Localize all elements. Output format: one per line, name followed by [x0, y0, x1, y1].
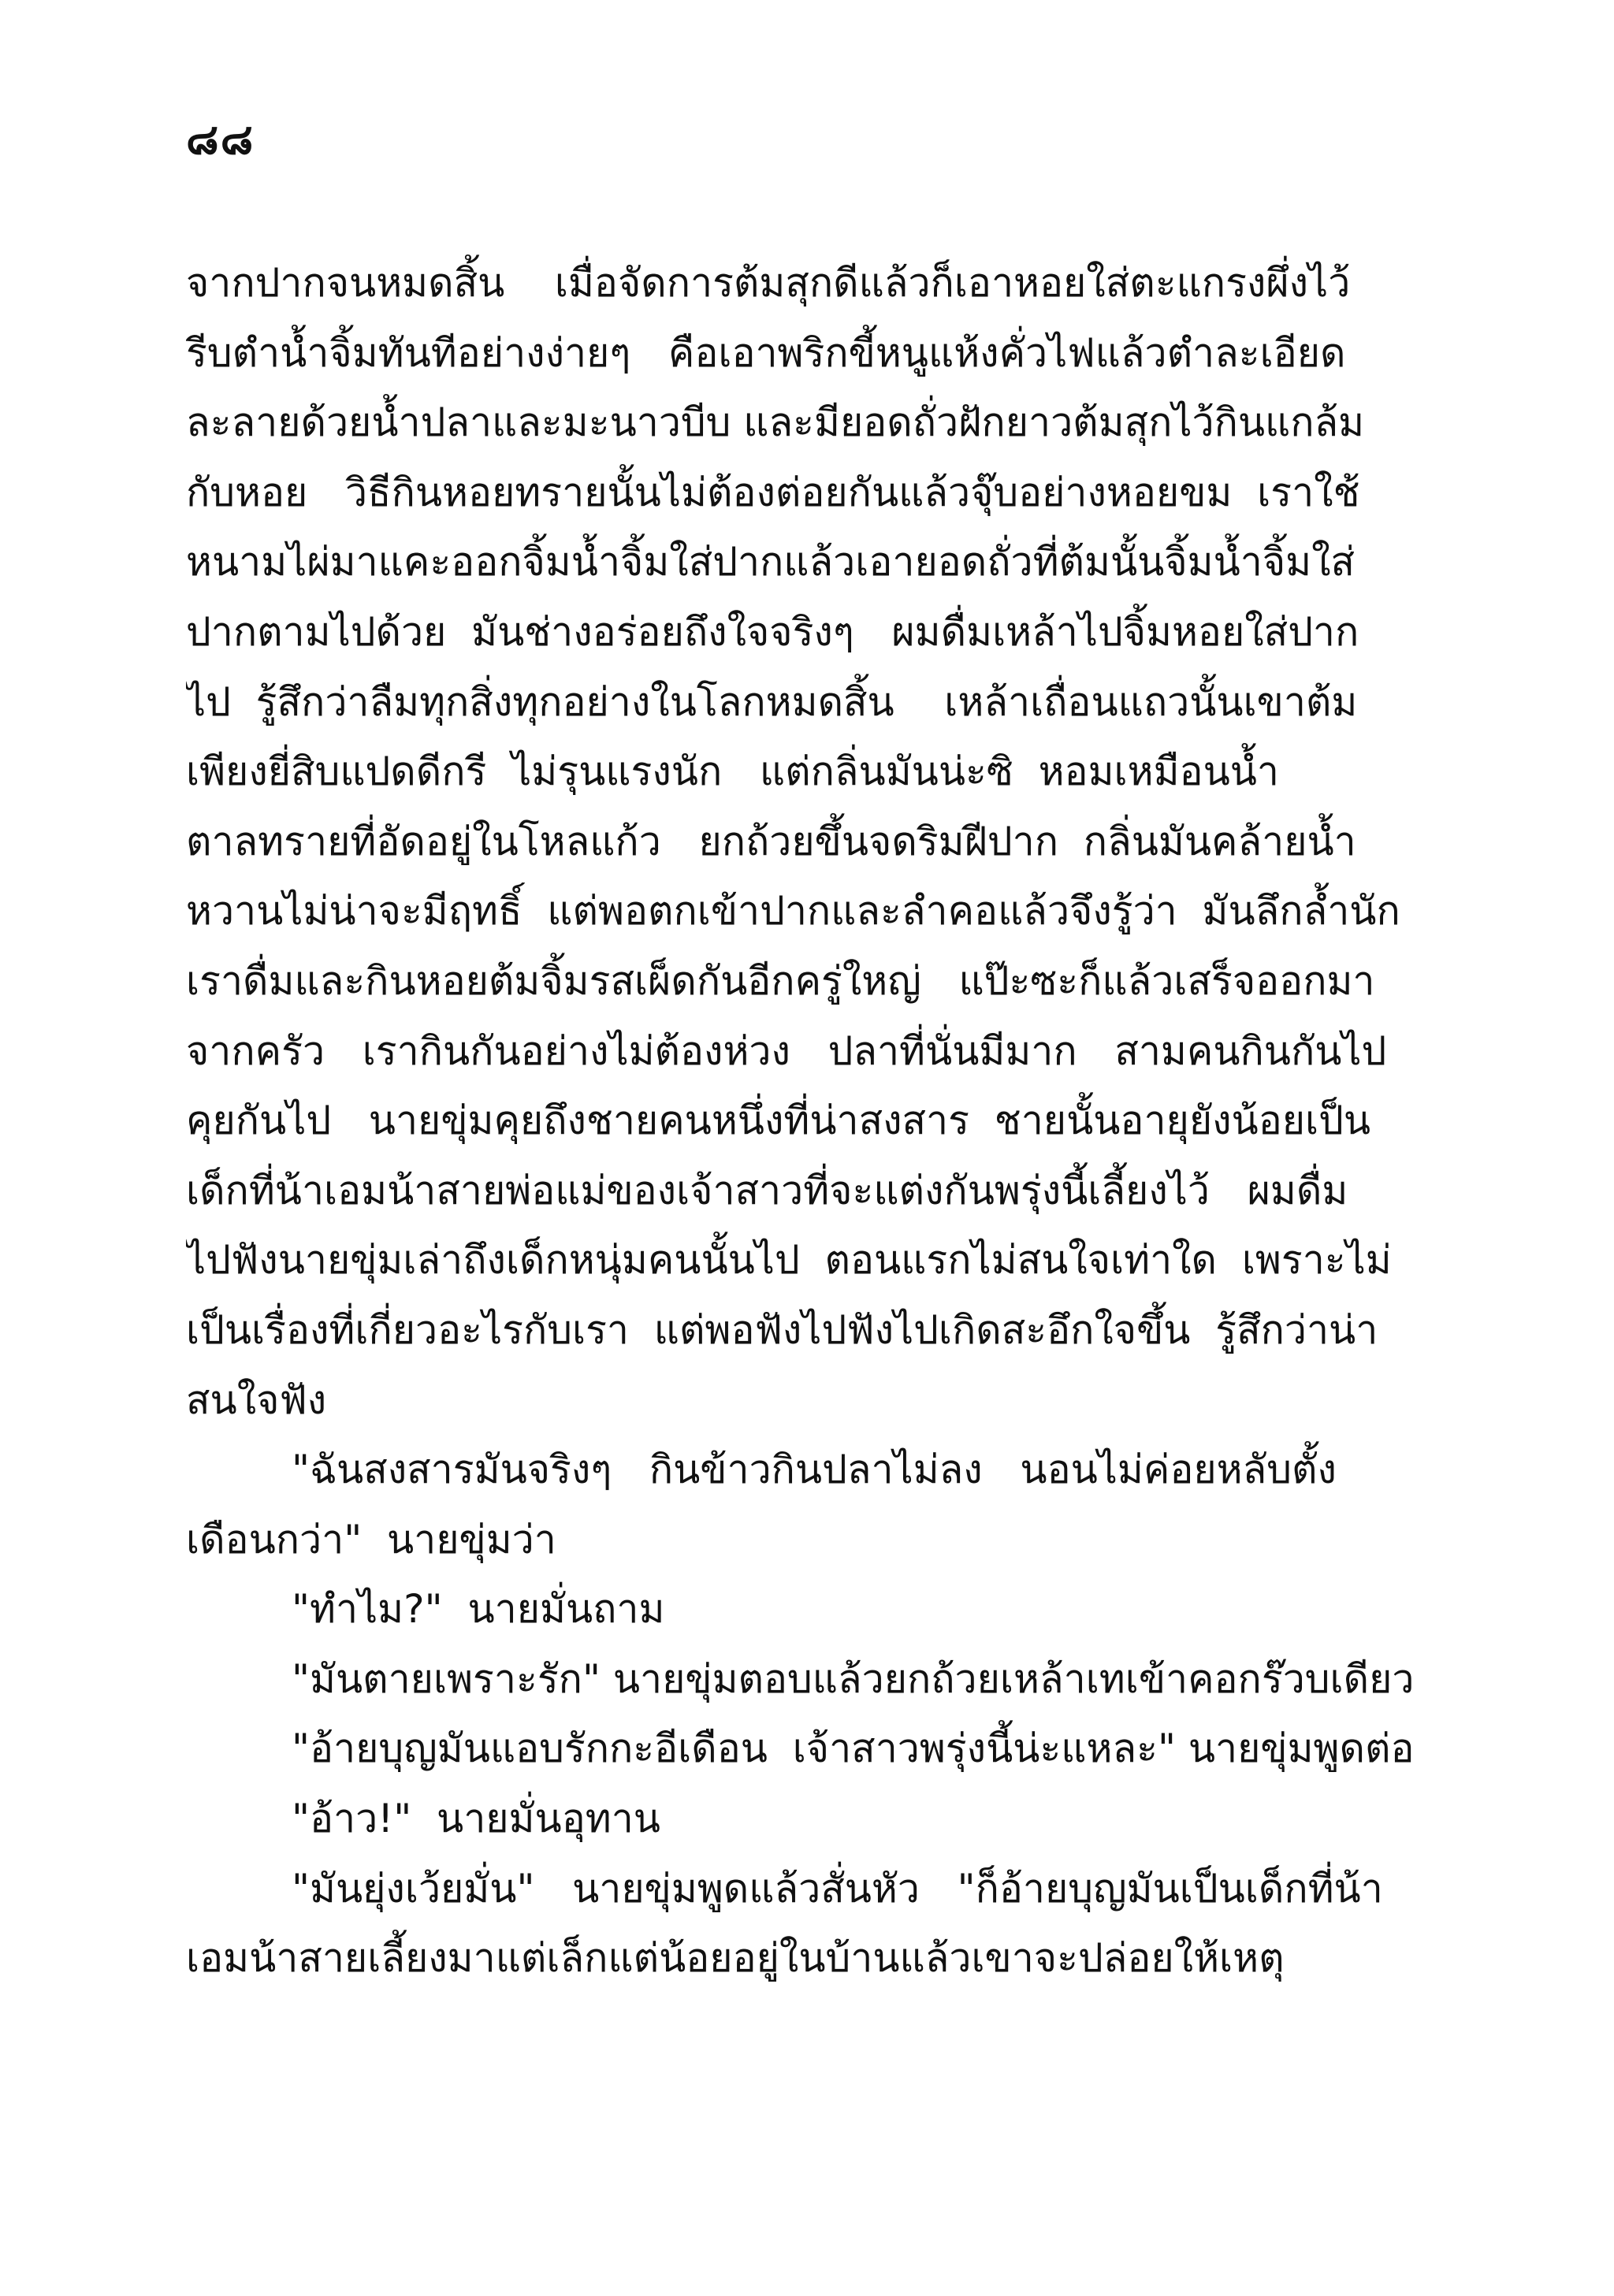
- text-line: สนใจฟัง: [186, 1376, 327, 1423]
- text-line: เด็กที่น้าเอมน้าสายพ่อแม่ของเจ้าสาวที่จะแต่งกันพรุ่งนี้เลี้ยงไว้ ผมดื่ม: [186, 1167, 1348, 1213]
- text-line: ละลายด้วยน้ำปลาและมะนาวบีบ และมียอดถั่วฝักยาวต้มสุกไว้กินแกล้ม: [186, 399, 1365, 446]
- text-line: รีบตำน้ำจิ้มทันทีอย่างง่ายๆ คือเอาพริกขี้หนูแห้งคั่วไฟแล้วตำละเอียด: [186, 329, 1346, 376]
- text-line: "มันยุ่งเว้ยมั่น" นายขุ่มพูดแล้วสั่นหัว "ก็อ้ายบุญมันเป็นเด็กที่น้า: [292, 1865, 1383, 1911]
- text-line: ปากตามไปด้วย มันช่างอร่อยถึงใจจริงๆ ผมดื่มเหล้าไปจิ้มหอยใส่ปาก: [186, 608, 1359, 655]
- text-line: เราดื่มและกินหอยต้มจิ้มรสเผ็ดกันอีกครู่ใหญ่ แป๊ะซะก็แล้วเสร็จออกมา: [186, 957, 1375, 1004]
- text-line: กับหอย วิธีกินหอยทรายนั้นไม่ต้องต่อยกันแล้วจุ๊บอย่างหอยขม เราใช้: [186, 469, 1360, 515]
- text-line: เอมน้าสายเลี้ยงมาแต่เล็กแต่น้อยอยู่ในบ้านแล้วเขาจะปล่อยให้เหตุ: [186, 1935, 1285, 1982]
- text-line: "ฉันสงสารมันจริงๆ กินข้าวกินปลาไม่ลง นอนไม่ค่อยหลับตั้ง: [292, 1447, 1337, 1493]
- text-line: "มันตายเพราะรัก" นายขุ่มตอบแล้วยกถ้วยเหล้าเทเข้าคอกร๊วบเดียว: [292, 1655, 1415, 1702]
- body-text: [186, 248, 1431, 1993]
- text-line: ไป รู้สึกว่าลืมทุกสิ่งทุกอย่างในโลกหมดสิ้น เหล้าเถื่อนแถวนั้นเขาต้ม: [186, 678, 1358, 725]
- text-line: เพียงยี่สิบแปดดีกรี ไม่รุนแรงนัก แต่กลิ่นมันน่ะซิ หอมเหมือนน้ำ: [186, 749, 1280, 795]
- text-line: เป็นเรื่องที่เกี่ยวอะไรกับเรา แต่พอฟังไปฟังไปเกิดสะอึกใจขึ้น รู้สึกว่าน่า: [186, 1306, 1378, 1353]
- text-line: เดือนกว่า" นายขุ่มว่า: [186, 1516, 556, 1562]
- text-line: จากปากจนหมดสิ้น เมื่อจัดการต้มสุกดีแล้วก็เอาหอยใส่ตะแกรงผึ่งไว้: [186, 260, 1351, 306]
- text-line: ตาลทรายที่อัดอยู่ในโหลแก้ว ยกถ้วยขึ้นจดริมฝีปาก กลิ่นมันคล้ายน้ำ: [186, 818, 1356, 864]
- text-line: "อ้าว!" นายมั่นอุทาน: [292, 1796, 660, 1842]
- text-line: หวานไม่น่าจะมีฤทธิ์ แต่พอตกเข้าปากและลำคอแล้วจึงรู้ว่า มันลึกล้ำนัก: [186, 888, 1400, 934]
- text-line: "ทำไม?" นายมั่นถาม: [292, 1586, 665, 1633]
- text-line: "อ้ายบุญมันแอบรักกะอีเดือน เจ้าสาวพรุ่งนี้น่ะแหละ" นายขุ่มพูดต่อ: [292, 1726, 1415, 1772]
- text-line: จากครัว เรากินกันอย่างไม่ต้องห่วง ปลาที่นั่นมีมาก สามคนกินกันไป: [186, 1027, 1387, 1074]
- text-line: ไปฟังนายขุ่มเล่าถึงเด็กหนุ่มคนนั้นไป ตอนแรกไม่สนใจเท่าใด เพราะไม่: [186, 1237, 1392, 1284]
- text-line: คุยกันไป นายขุ่มคุยถึงชายคนหนึ่งที่น่าสงสาร ชายนั้นอายุยังน้อยเป็น: [186, 1098, 1371, 1144]
- page-number: ๘๘: [186, 114, 255, 164]
- text-line: หนามไผ่มาแคะออกจิ้มน้ำจิ้มใส่ปากแล้วเอายอดถั่วที่ต้มนั้นจิ้มน้ำจิ้มใส่: [186, 539, 1356, 585]
